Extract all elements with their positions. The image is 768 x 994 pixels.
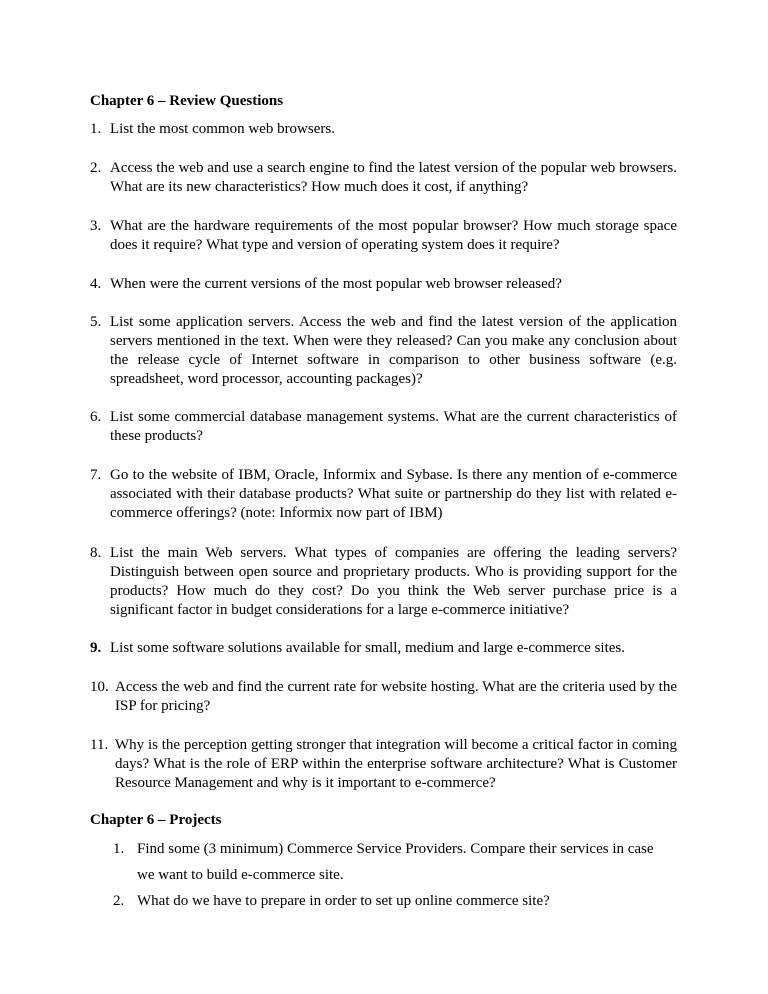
question-number: 9.	[90, 640, 102, 656]
question-text: List the most common web browsers.	[110, 121, 335, 137]
question-item-9	[90, 639, 677, 658]
question-text: List some commercial database management systems. What are the current characteristics of these products?	[110, 409, 677, 444]
question-text: List some application servers. Access the web and find the latest version of the application servers mentioned in the text. When were they released? Can you make any conclusion about the release cycle of Internet software in comparison to other business software (e.g. spreadsheet, word processor, accounting packages)?	[110, 314, 677, 387]
question-number: 1.	[90, 121, 102, 137]
question-item-3	[90, 217, 677, 255]
question-text: Access the web and use a search engine to find the latest version of the popular web browsers. What are its new characteristics? How much does it cost, if anything?	[110, 160, 677, 195]
question-item-6	[90, 408, 677, 446]
project-number: 2.	[113, 893, 125, 909]
question-item-4	[90, 275, 677, 294]
project-item-1	[113, 836, 673, 888]
question-number: 3.	[90, 218, 102, 234]
question-number: 10.	[90, 679, 109, 695]
question-text: List the main Web servers. What types of companies are offering the leading servers? Distinguish between open source and proprietary products. Who is providing support for the products? How much do they cost? Do you think the Web server purchase price is a significant factor in budget considerations for a large e-commerce initiative?	[110, 545, 677, 618]
project-item-2	[113, 888, 673, 914]
question-item-11	[90, 736, 677, 793]
question-number: 8.	[90, 545, 102, 561]
review-questions-heading: Chapter 6 – Review Questions	[90, 93, 284, 109]
question-text: List some software solutions available for small, medium and large e-commerce sites.	[110, 640, 625, 656]
project-text: Find some (3 minimum) Commerce Service Providers. Compare their services in case we want to build e-commerce site.	[137, 841, 654, 883]
question-number: 2.	[90, 160, 102, 176]
question-text: What are the hardware requirements of the most popular browser? How much storage space does it require? What type and version of operating system does it require?	[110, 218, 677, 253]
question-text: Go to the website of IBM, Oracle, Informix and Sybase. Is there any mention of e-commerce associated with their database products? What suite or partnership do they list with related e-commerce offerings? (note: Informix now part of IBM)	[110, 467, 677, 521]
project-number: 1.	[113, 841, 125, 857]
question-number: 11.	[90, 737, 109, 753]
question-item-5	[90, 313, 677, 389]
question-text: When were the current versions of the most popular web browser released?	[110, 276, 562, 292]
question-number: 7.	[90, 467, 102, 483]
question-text: Access the web and find the current rate for website hosting. What are the criteria used by the ISP for pricing?	[115, 679, 678, 714]
projects-heading: Chapter 6 – Projects	[90, 812, 222, 828]
project-text: What do we have to prepare in order to set up online commerce site?	[137, 893, 550, 909]
question-item-10	[90, 678, 677, 716]
question-item-1	[90, 120, 677, 139]
question-number: 6.	[90, 409, 102, 425]
question-item-2	[90, 159, 677, 197]
question-item-7	[90, 466, 677, 523]
question-text: Why is the perception getting stronger that integration will become a critical factor in coming days? What is the role of ERP within the enterprise software architecture? What is Customer Resource Management and why is it important to e-commerce?	[115, 737, 677, 791]
question-item-8	[90, 544, 677, 620]
question-number: 5.	[90, 314, 102, 330]
question-number: 4.	[90, 276, 102, 292]
